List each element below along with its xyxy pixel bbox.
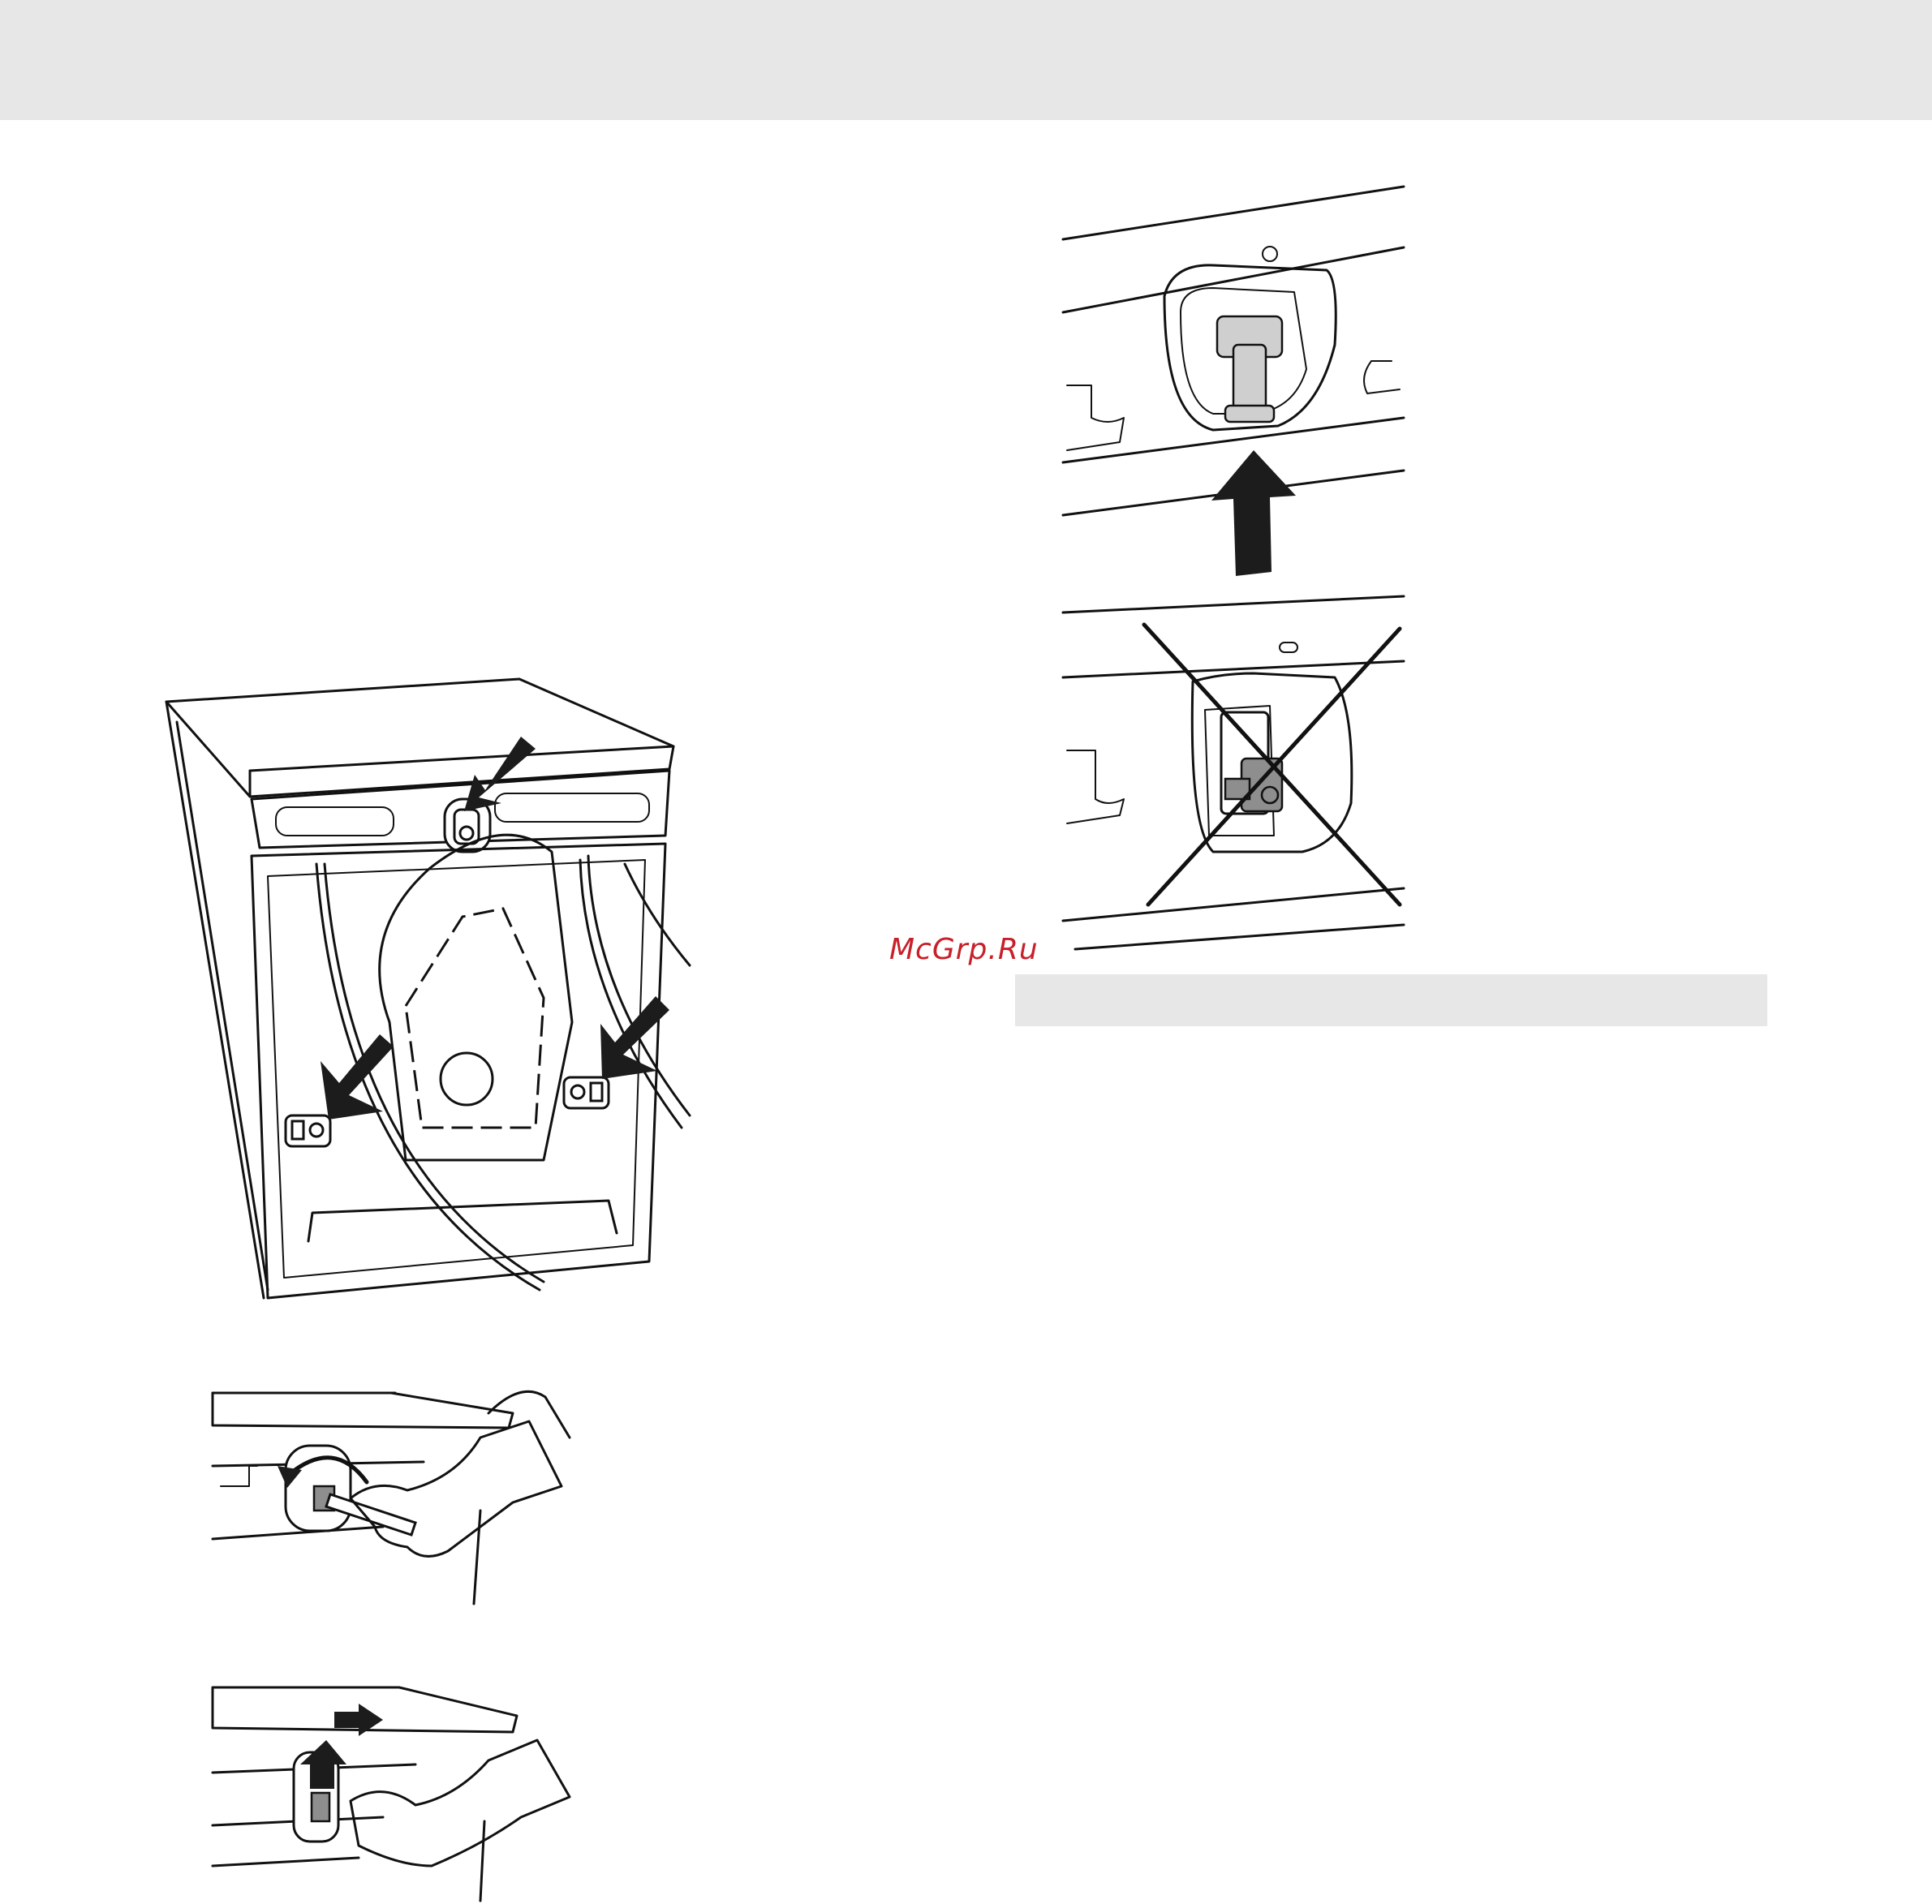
arrow-icon bbox=[321, 1034, 394, 1120]
arrow-icon bbox=[464, 737, 536, 811]
correct-install-figure bbox=[1059, 183, 1424, 580]
arrow-icon bbox=[600, 996, 669, 1079]
wrench-step-figure bbox=[213, 1389, 578, 1608]
caption-band bbox=[1015, 974, 1767, 1026]
arrow-up-icon bbox=[1211, 450, 1296, 576]
hand-icon bbox=[351, 1421, 562, 1556]
hand-icon bbox=[351, 1740, 570, 1866]
header-band bbox=[0, 0, 1932, 120]
wrong-install-figure bbox=[1059, 592, 1424, 941]
watermark: McGrp.Ru bbox=[889, 933, 1039, 966]
remove-bolt-step-figure bbox=[213, 1683, 578, 1902]
rear-view-figure bbox=[162, 673, 706, 1322]
